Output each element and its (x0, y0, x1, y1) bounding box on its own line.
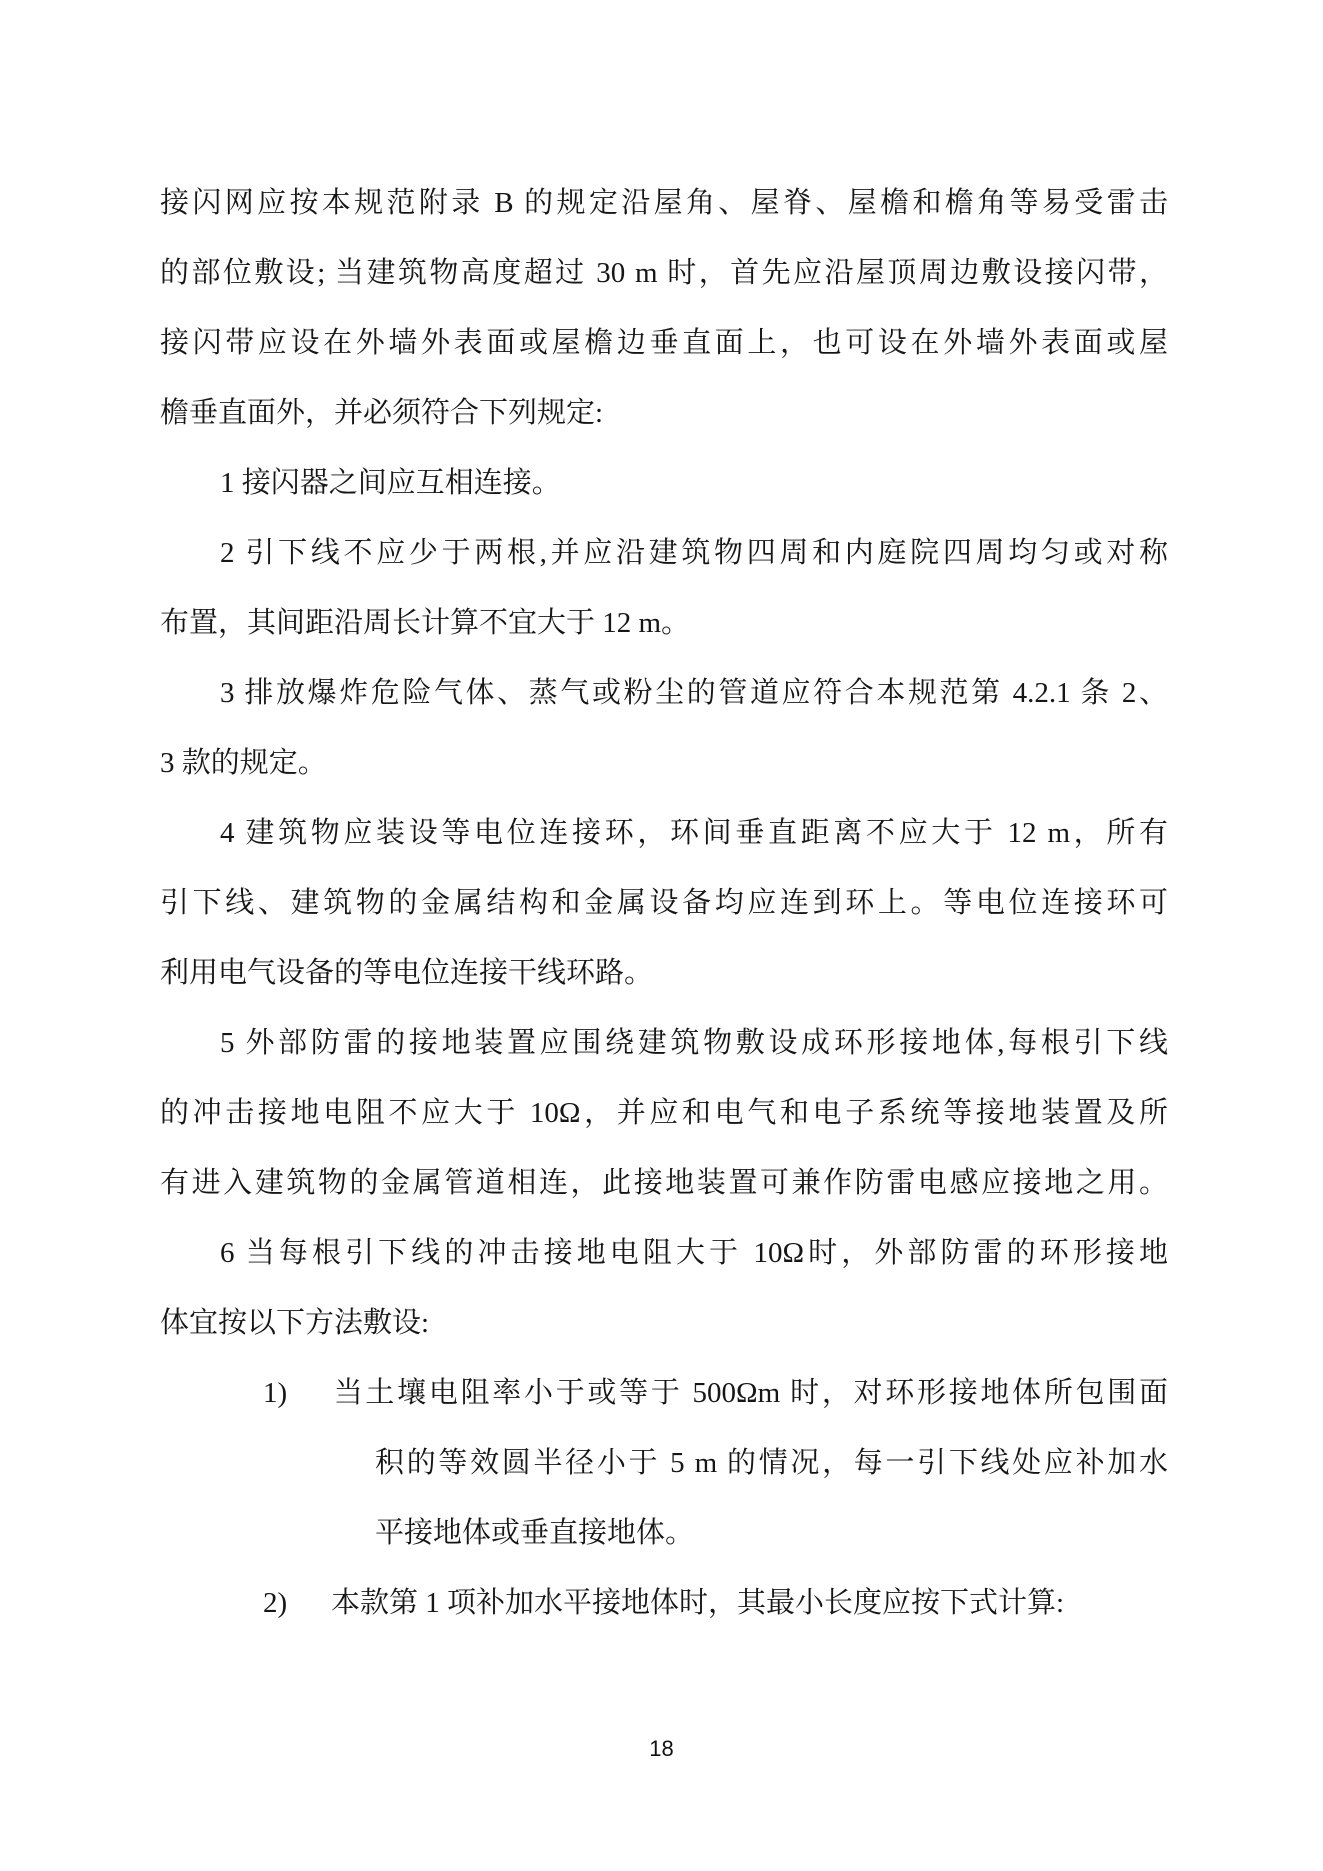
text-line (160, 518, 1168, 588)
list-number: 2) (263, 1587, 288, 1619)
text-line (160, 168, 1168, 238)
text-line (160, 658, 1168, 728)
text-line (160, 1498, 1168, 1568)
line-text: 接闪带应设在外墙外表面或屋檐边垂直面上，也可设在外墙外表面或屋 (160, 327, 1168, 359)
line-text: 接闪网应按本规范附录 B 的规定沿屋角、屋脊、屋檐和檐角等易受雷击 (160, 187, 1168, 219)
text-line (160, 588, 1168, 658)
page-number: 18 (649, 1736, 674, 1761)
line-text: 布置，其间距沿周长计算不宜大于 12 m。 (160, 607, 691, 639)
line-text: 3 款的规定。 (160, 747, 327, 779)
line-text: 的部位敷设; 当建筑物高度超过 30 m 时，首先应沿屋顶周边敷设接闪带， (160, 257, 1168, 289)
line-text: 4 建筑物应装设等电位连接环，环间垂直距离不应大于 12 m，所有 (220, 817, 1168, 849)
list-item-line (160, 1568, 1168, 1638)
line-text: 的冲击接地电阻不应大于 10Ω，并应和电气和电子系统等接地装置及所 (160, 1097, 1168, 1129)
text-line (160, 308, 1168, 378)
text-line (160, 378, 1168, 448)
text-line (160, 1218, 1168, 1288)
text-line (160, 1288, 1168, 1358)
line-text: 3 排放爆炸危险气体、蒸气或粉尘的管道应符合本规范第 4.2.1 条 2、 (220, 677, 1168, 709)
line-text: 有进入建筑物的金属管道相连，此接地装置可兼作防雷电感应接地之用。 (160, 1167, 1168, 1199)
text-line (160, 448, 1168, 518)
line-text: 体宜按以下方法敷设: (160, 1307, 430, 1339)
line-text: 引下线、建筑物的金属结构和金属设备均应连到环上。等电位连接环可 (160, 887, 1168, 919)
line-text: 本款第 1 项补加水平接地体时，其最小长度应按下式计算: (331, 1587, 1065, 1619)
line-text: 2 引下线不应少于两根,并应沿建筑物四周和内庭院四周均匀或对称 (220, 537, 1168, 569)
text-line (160, 728, 1168, 798)
text-line (160, 238, 1168, 308)
line-text: 利用电气设备的等电位连接干线环路。 (160, 957, 654, 989)
text-line (160, 1078, 1168, 1148)
document-body (160, 168, 1168, 1638)
text-line (160, 1428, 1168, 1498)
line-text: 6 当每根引下线的冲击接地电阻大于 10Ω时，外部防雷的环形接地 (220, 1237, 1168, 1269)
text-line (160, 798, 1168, 868)
text-line (160, 868, 1168, 938)
line-text: 檐垂直面外，并必须符合下列规定: (160, 397, 604, 429)
list-number: 1) (263, 1377, 288, 1409)
text-line (160, 1148, 1168, 1218)
line-text: 积的等效圆半径小于 5 m 的情况，每一引下线处应补加水 (375, 1447, 1168, 1479)
line-text: 1 接闪器之间应互相连接。 (220, 467, 561, 499)
line-text: 5 外部防雷的接地装置应围绕建筑物敷设成环形接地体,每根引下线 (220, 1027, 1168, 1059)
line-text: 平接地体或垂直接地体。 (375, 1517, 695, 1549)
text-line (160, 938, 1168, 1008)
text-line (160, 1008, 1168, 1078)
line-text: 当土壤电阻率小于或等于 500Ωm 时，对环形接地体所包围面 (331, 1377, 1168, 1409)
list-item-line (160, 1358, 1168, 1428)
